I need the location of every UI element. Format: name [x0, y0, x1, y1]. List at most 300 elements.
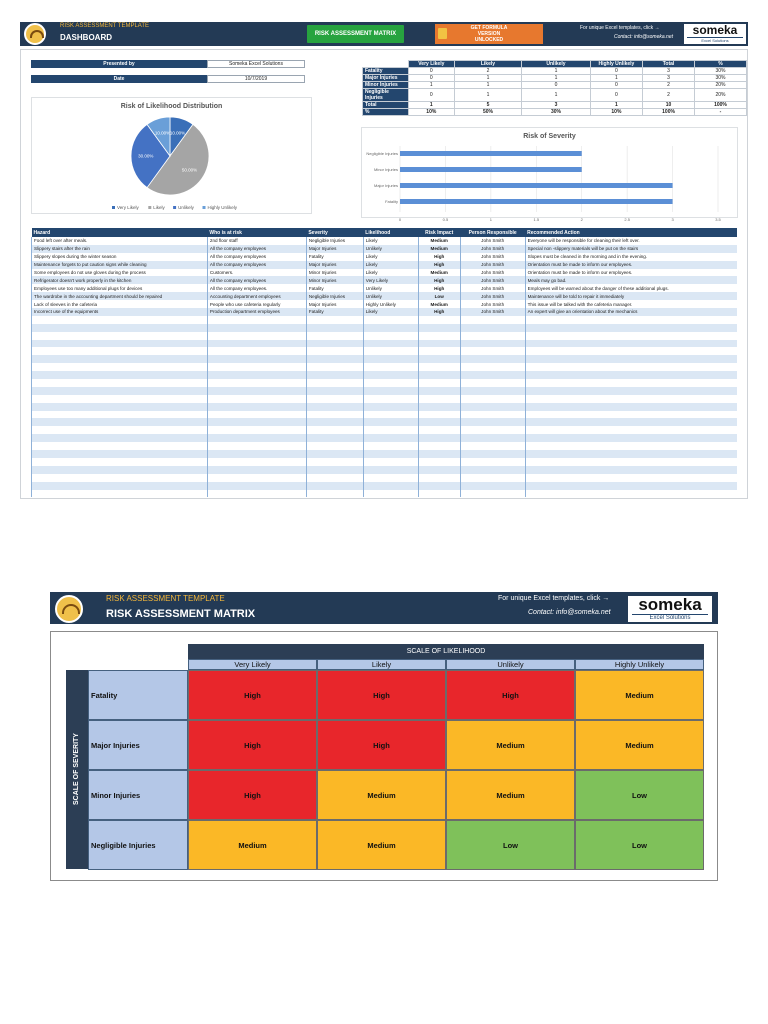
hazard-empty-cell[interactable] — [525, 363, 737, 371]
hazard-empty-cell[interactable] — [207, 395, 306, 403]
hazard-empty-cell[interactable] — [525, 474, 737, 482]
hazard-empty-cell[interactable] — [418, 426, 460, 434]
hazard-empty-row[interactable] — [32, 490, 738, 498]
hazard-cell[interactable]: Likely — [363, 253, 418, 261]
hazard-row[interactable] — [32, 261, 738, 269]
hazard-empty-row[interactable] — [32, 371, 738, 379]
hazard-empty-cell[interactable] — [207, 458, 306, 466]
hazard-row[interactable] — [32, 308, 738, 316]
hazard-cell[interactable]: Major Injuries — [306, 300, 363, 308]
hazard-empty-cell[interactable] — [363, 434, 418, 442]
hazard-empty-row[interactable] — [32, 418, 738, 426]
hazard-empty-row[interactable] — [32, 340, 738, 348]
hazard-cell[interactable]: Medium — [418, 300, 460, 308]
matrix-header — [50, 592, 718, 624]
hazard-row[interactable] — [32, 269, 738, 277]
hazard-empty-row[interactable] — [32, 482, 738, 490]
hazard-cell[interactable]: John Smith — [460, 276, 525, 284]
hazard-empty-cell[interactable] — [32, 490, 208, 498]
hazard-empty-cell[interactable] — [207, 340, 306, 348]
hazard-empty-cell[interactable] — [32, 371, 208, 379]
hazard-empty-cell[interactable] — [207, 426, 306, 434]
hazard-empty-cell[interactable] — [306, 458, 363, 466]
hazard-empty-cell[interactable] — [306, 387, 363, 395]
promo-link[interactable]: For unique Excel templates, click → — [580, 25, 660, 31]
hazard-empty-cell[interactable] — [418, 411, 460, 419]
hazard-empty-cell[interactable] — [207, 387, 306, 395]
hazard-cell[interactable]: The wardrobe in the accounting department should be repaired — [32, 292, 208, 300]
hazard-empty-cell[interactable] — [460, 458, 525, 466]
hazard-cell[interactable]: John Smith — [460, 284, 525, 292]
hazard-empty-cell[interactable] — [306, 442, 363, 450]
hazard-empty-cell[interactable] — [363, 340, 418, 348]
hazard-cell[interactable]: 2nd floor staff — [207, 237, 306, 245]
hazard-empty-cell[interactable] — [32, 474, 208, 482]
hazard-empty-cell[interactable] — [525, 371, 737, 379]
hazard-empty-cell[interactable] — [207, 490, 306, 498]
legend-swatch — [112, 206, 115, 209]
hazard-empty-cell[interactable] — [207, 324, 306, 332]
hazard-row[interactable] — [32, 237, 738, 245]
matrix-contact-link[interactable]: Contact: info@someka.net — [528, 609, 611, 616]
hazard-cell[interactable]: Negligible Injuries — [306, 237, 363, 245]
hazard-empty-cell[interactable] — [363, 379, 418, 387]
hazard-empty-cell[interactable] — [418, 474, 460, 482]
hazard-empty-cell[interactable] — [306, 316, 363, 324]
hazard-empty-cell[interactable] — [525, 411, 737, 419]
x-tick-label: 2 — [580, 217, 583, 222]
hazard-empty-cell[interactable] — [460, 482, 525, 490]
hazard-cell[interactable]: Fatality — [306, 284, 363, 292]
hazard-empty-cell[interactable] — [525, 379, 737, 387]
hazard-empty-row[interactable] — [32, 466, 738, 474]
hazard-empty-cell[interactable] — [363, 442, 418, 450]
hazard-empty-row[interactable] — [32, 347, 738, 355]
hazard-empty-cell[interactable] — [363, 490, 418, 498]
hazard-empty-cell[interactable] — [418, 450, 460, 458]
hazard-empty-row[interactable] — [32, 363, 738, 371]
hazard-empty-cell[interactable] — [460, 355, 525, 363]
hazard-empty-cell[interactable] — [418, 466, 460, 474]
hazard-empty-cell[interactable] — [460, 418, 525, 426]
hazard-empty-row[interactable] — [32, 316, 738, 324]
y-category-label: Fatality — [385, 199, 398, 204]
hazard-empty-cell[interactable] — [418, 387, 460, 395]
hazard-empty-cell[interactable] — [207, 316, 306, 324]
hazard-cell[interactable]: All the company employees — [207, 276, 306, 284]
hazard-cell[interactable]: John Smith — [460, 245, 525, 253]
hazard-cell[interactable]: Minor Injuries — [306, 276, 363, 284]
hazard-empty-cell[interactable] — [460, 347, 525, 355]
hazard-empty-cell[interactable] — [32, 363, 208, 371]
hazard-row[interactable] — [32, 253, 738, 261]
hazard-empty-cell[interactable] — [363, 458, 418, 466]
hazard-cell[interactable]: Production department employees — [207, 308, 306, 316]
hazard-empty-cell[interactable] — [525, 482, 737, 490]
hazard-cell[interactable]: Major Injuries — [306, 245, 363, 253]
hazard-cell[interactable]: Meals may go bad. — [525, 276, 737, 284]
hazard-cell[interactable]: Likely — [363, 261, 418, 269]
hazard-empty-cell[interactable] — [460, 403, 525, 411]
get-formula-version-button[interactable] — [435, 24, 543, 44]
pie-data-label: 10.00% — [169, 130, 186, 136]
hazard-empty-cell[interactable] — [363, 403, 418, 411]
hazard-cell[interactable]: Slippery stairs after the rain — [32, 245, 208, 253]
x-tick-label: 0 — [398, 217, 402, 222]
hazard-empty-cell[interactable] — [363, 324, 418, 332]
hazard-empty-cell[interactable] — [207, 434, 306, 442]
matrix-promo-link[interactable]: For unique Excel templates, click → — [498, 595, 610, 602]
hazard-empty-cell[interactable] — [363, 347, 418, 355]
hazard-empty-row[interactable] — [32, 474, 738, 482]
hazard-empty-cell[interactable] — [525, 466, 737, 474]
summary-cell: 100% — [643, 109, 695, 116]
hazard-empty-cell[interactable] — [32, 418, 208, 426]
hazard-empty-cell[interactable] — [460, 411, 525, 419]
hazard-empty-cell[interactable] — [207, 442, 306, 450]
hazard-cell[interactable]: Slippery slopes during the winter season — [32, 253, 208, 261]
hazard-empty-cell[interactable] — [525, 324, 737, 332]
hazard-empty-cell[interactable] — [363, 418, 418, 426]
hazard-empty-cell[interactable] — [460, 474, 525, 482]
summary-cell: 1 — [590, 75, 642, 82]
hazard-row[interactable] — [32, 300, 738, 308]
hazard-empty-cell[interactable] — [32, 426, 208, 434]
hazard-cell[interactable]: Medium — [418, 237, 460, 245]
hazard-row[interactable] — [32, 245, 738, 253]
hazard-empty-cell[interactable] — [306, 466, 363, 474]
hazard-cell[interactable]: John Smith — [460, 292, 525, 300]
hazard-empty-cell[interactable] — [207, 474, 306, 482]
hazard-cell[interactable]: Customers. — [207, 269, 306, 277]
hazard-empty-row[interactable] — [32, 426, 738, 434]
hazard-cell[interactable]: Likely — [363, 237, 418, 245]
hazard-empty-cell[interactable] — [306, 379, 363, 387]
hazard-row[interactable] — [32, 276, 738, 284]
hazard-cell[interactable]: Employees use too many additional plugs for devices — [32, 284, 208, 292]
hazard-empty-cell[interactable] — [306, 332, 363, 340]
hazard-empty-cell[interactable] — [418, 418, 460, 426]
hazard-empty-cell[interactable] — [460, 316, 525, 324]
hazard-cell[interactable]: Incorrect use of the equipments — [32, 308, 208, 316]
hazard-cell[interactable]: Accounting department employees — [207, 292, 306, 300]
hazard-empty-cell[interactable] — [306, 403, 363, 411]
hazard-empty-cell[interactable] — [32, 347, 208, 355]
hazard-empty-cell[interactable] — [32, 379, 208, 387]
hazard-empty-cell[interactable] — [460, 434, 525, 442]
hazard-empty-cell[interactable] — [418, 395, 460, 403]
hazard-empty-row[interactable] — [32, 411, 738, 419]
hazard-cell[interactable]: Major Injuries — [306, 261, 363, 269]
hazard-empty-cell[interactable] — [418, 316, 460, 324]
hazard-empty-cell[interactable] — [363, 466, 418, 474]
hazard-cell[interactable]: High — [418, 308, 460, 316]
hazard-cell[interactable]: Likely — [363, 308, 418, 316]
hazard-empty-cell[interactable] — [460, 490, 525, 498]
hazard-empty-cell[interactable] — [460, 371, 525, 379]
hazard-cell[interactable]: High — [418, 276, 460, 284]
hazard-empty-cell[interactable] — [207, 379, 306, 387]
hazard-empty-cell[interactable] — [207, 466, 306, 474]
hazard-cell[interactable]: Lack of sleeves in the cafeteria — [32, 300, 208, 308]
hazard-cell[interactable]: Everyone will be responsible for cleaning their left over. — [525, 237, 737, 245]
contact-link[interactable]: Contact: info@someka.net — [614, 34, 673, 40]
hazard-empty-cell[interactable] — [363, 363, 418, 371]
hazard-empty-cell[interactable] — [207, 403, 306, 411]
hazard-empty-cell[interactable] — [306, 490, 363, 498]
hazard-cell[interactable]: Employees will be warned about the danger of these additional plugs. — [525, 284, 737, 292]
hazard-empty-cell[interactable] — [460, 466, 525, 474]
hazard-empty-cell[interactable] — [32, 466, 208, 474]
hazard-empty-cell[interactable] — [32, 411, 208, 419]
legend-label: Unlikely — [178, 205, 194, 210]
hazard-empty-row[interactable] — [32, 355, 738, 363]
hazard-cell[interactable]: High — [418, 284, 460, 292]
summary-cell: 1 — [408, 102, 454, 109]
scale-of-severity-label: SCALE OF SEVERITY — [73, 733, 80, 806]
hazard-cell[interactable]: Minor Injuries — [306, 269, 363, 277]
hazard-empty-row[interactable] — [32, 332, 738, 340]
hazard-empty-row[interactable] — [32, 450, 738, 458]
hazard-cell[interactable]: John Smith — [460, 269, 525, 277]
hazard-empty-cell[interactable] — [207, 411, 306, 419]
hazard-empty-cell[interactable] — [32, 324, 208, 332]
hazard-cell[interactable]: All the company employees — [207, 245, 306, 253]
hazard-empty-cell[interactable] — [32, 395, 208, 403]
hazard-empty-cell[interactable] — [418, 403, 460, 411]
hazard-cell[interactable]: Fatality — [306, 308, 363, 316]
hazard-empty-cell[interactable] — [32, 340, 208, 348]
hazard-cell[interactable]: All the company employees. — [207, 284, 306, 292]
pie-data-label: 30.00% — [138, 153, 154, 159]
hazard-cell[interactable]: High — [418, 253, 460, 261]
hazard-empty-cell[interactable] — [32, 450, 208, 458]
hazard-empty-cell[interactable] — [363, 387, 418, 395]
hazard-empty-cell[interactable] — [418, 442, 460, 450]
hazard-empty-row[interactable] — [32, 379, 738, 387]
presented-by-value[interactable]: Someka Excel Solutions — [207, 60, 305, 68]
hazard-empty-cell[interactable] — [460, 387, 525, 395]
hazard-cell[interactable]: John Smith — [460, 300, 525, 308]
hazard-empty-cell[interactable] — [525, 347, 737, 355]
hazard-empty-cell[interactable] — [207, 482, 306, 490]
hazard-empty-cell[interactable] — [32, 482, 208, 490]
hazard-empty-cell[interactable] — [418, 379, 460, 387]
bar-chart-title: Risk of Severity — [523, 133, 576, 140]
hazard-empty-cell[interactable] — [418, 363, 460, 371]
hazard-cell[interactable]: Unlikely — [363, 284, 418, 292]
hazard-cell[interactable]: All the company employees — [207, 253, 306, 261]
hazard-empty-cell[interactable] — [32, 434, 208, 442]
hazard-empty-cell[interactable] — [418, 458, 460, 466]
hazard-empty-cell[interactable] — [306, 482, 363, 490]
hazard-empty-row[interactable] — [32, 442, 738, 450]
hazard-empty-cell[interactable] — [306, 411, 363, 419]
hazard-empty-cell[interactable] — [32, 403, 208, 411]
someka-logo[interactable] — [628, 596, 712, 622]
hazard-cell[interactable]: Unlikely — [363, 245, 418, 253]
hazard-cell[interactable]: All the company employees — [207, 261, 306, 269]
hazard-cell[interactable]: This issue will be talked with the cafeteria manager. — [525, 300, 737, 308]
hazard-empty-cell[interactable] — [306, 395, 363, 403]
hazard-empty-cell[interactable] — [306, 418, 363, 426]
hazard-empty-cell[interactable] — [525, 332, 737, 340]
summary-cell: 2 — [643, 89, 695, 102]
hazard-cell[interactable]: John Smith — [460, 253, 525, 261]
hazard-empty-cell[interactable] — [363, 411, 418, 419]
hazard-cell[interactable]: Medium — [418, 269, 460, 277]
hazard-empty-cell[interactable] — [460, 340, 525, 348]
hazard-empty-cell[interactable] — [363, 450, 418, 458]
hazard-empty-cell[interactable] — [32, 355, 208, 363]
hazard-empty-row[interactable] — [32, 403, 738, 411]
hazard-cell[interactable]: John Smith — [460, 237, 525, 245]
hazard-empty-cell[interactable] — [32, 387, 208, 395]
hazard-empty-cell[interactable] — [525, 434, 737, 442]
hazard-empty-cell[interactable] — [418, 324, 460, 332]
hazard-empty-cell[interactable] — [418, 340, 460, 348]
hazard-empty-cell[interactable] — [207, 332, 306, 340]
hazard-empty-cell[interactable] — [207, 371, 306, 379]
severity-bar — [400, 199, 673, 204]
hazard-row[interactable] — [32, 292, 738, 300]
hazard-empty-cell[interactable] — [363, 426, 418, 434]
hazard-empty-cell[interactable] — [460, 363, 525, 371]
hazard-empty-cell[interactable] — [363, 332, 418, 340]
hazard-cell[interactable]: Very Likely — [363, 276, 418, 284]
hazard-cell[interactable]: John Smith — [460, 261, 525, 269]
hazard-empty-cell[interactable] — [207, 418, 306, 426]
hazard-empty-cell[interactable] — [418, 482, 460, 490]
risk-matrix-button[interactable]: RISK ASSESSMENT MATRIX — [307, 25, 404, 43]
hazard-empty-cell[interactable] — [306, 347, 363, 355]
hazard-cell[interactable]: Slopes must be cleaned in the morning and in the evening. — [525, 253, 737, 261]
summary-cell: 20% — [695, 82, 747, 89]
hazard-empty-cell[interactable] — [207, 347, 306, 355]
hazard-cell[interactable]: Special non -slippery materials will be put on the stairs — [525, 245, 737, 253]
severity-bar-chart — [361, 127, 738, 222]
summary-cell: 2 — [643, 82, 695, 89]
hazard-empty-cell[interactable] — [32, 316, 208, 324]
risk-matrix-cell: Medium — [446, 770, 575, 820]
hazard-empty-cell[interactable] — [418, 332, 460, 340]
hazard-empty-cell[interactable] — [418, 355, 460, 363]
hazard-empty-cell[interactable] — [363, 395, 418, 403]
hazard-cell[interactable]: An expert will give an orientation about the mechanics — [525, 308, 737, 316]
hazard-empty-cell[interactable] — [306, 474, 363, 482]
hazard-empty-cell[interactable] — [363, 474, 418, 482]
hazard-empty-cell[interactable] — [525, 340, 737, 348]
hazard-cell[interactable]: Orientation must be made to inform our employees. — [525, 269, 737, 277]
hazard-empty-cell[interactable] — [460, 332, 525, 340]
hazard-empty-cell[interactable] — [363, 482, 418, 490]
hazard-empty-cell[interactable] — [418, 371, 460, 379]
hazard-cell[interactable]: Unlikely — [363, 292, 418, 300]
hazard-empty-cell[interactable] — [306, 371, 363, 379]
hazard-empty-cell[interactable] — [32, 332, 208, 340]
hazard-cell[interactable]: Fatality — [306, 253, 363, 261]
hazard-empty-cell[interactable] — [525, 355, 737, 363]
hazard-empty-row[interactable] — [32, 458, 738, 466]
hazard-cell[interactable]: Refrigerator doesn't work properly in the kitchen — [32, 276, 208, 284]
hazard-empty-cell[interactable] — [525, 418, 737, 426]
hazard-empty-row[interactable] — [32, 324, 738, 332]
hazard-empty-cell[interactable] — [306, 324, 363, 332]
hazard-empty-cell[interactable] — [306, 426, 363, 434]
hazard-empty-cell[interactable] — [207, 355, 306, 363]
hazard-cell[interactable]: Negligible Injuries — [306, 292, 363, 300]
hazard-empty-cell[interactable] — [363, 355, 418, 363]
someka-logo[interactable] — [684, 24, 746, 44]
hazard-cell[interactable]: Food left over after meals. — [32, 237, 208, 245]
hazard-empty-cell[interactable] — [363, 371, 418, 379]
brand-name: someka — [638, 595, 702, 614]
date-value[interactable]: 10/7/2019 — [207, 75, 305, 83]
hazard-cell[interactable]: John Smith — [460, 308, 525, 316]
hazard-empty-cell[interactable] — [460, 426, 525, 434]
hazard-row[interactable] — [32, 284, 738, 292]
hazard-empty-cell[interactable] — [525, 490, 737, 498]
hazard-cell[interactable]: People who use cafeteria regularly — [207, 300, 306, 308]
hazard-empty-cell[interactable] — [525, 458, 737, 466]
hazard-empty-cell[interactable] — [460, 379, 525, 387]
hazard-empty-cell[interactable] — [525, 395, 737, 403]
hazard-empty-cell[interactable] — [525, 387, 737, 395]
hazard-empty-cell[interactable] — [460, 395, 525, 403]
hazard-empty-cell[interactable] — [207, 363, 306, 371]
hazard-empty-cell[interactable] — [306, 363, 363, 371]
hazard-empty-cell[interactable] — [525, 403, 737, 411]
hazard-cell[interactable]: Maintenance will be told to repair it immediately — [525, 292, 737, 300]
hazard-header-cell: Who is at risk — [207, 228, 306, 237]
hazard-empty-cell[interactable] — [306, 434, 363, 442]
hazard-empty-cell[interactable] — [306, 450, 363, 458]
hazard-cell[interactable]: Likely — [363, 269, 418, 277]
hazard-cell[interactable]: Maintenance forgets to put caution signs while cleaning — [32, 261, 208, 269]
hazard-empty-row[interactable] — [32, 387, 738, 395]
hazard-cell[interactable]: Low — [418, 292, 460, 300]
hazard-empty-cell[interactable] — [32, 458, 208, 466]
hazard-empty-cell[interactable] — [525, 450, 737, 458]
hazard-empty-cell[interactable] — [460, 450, 525, 458]
hazard-cell[interactable]: High — [418, 261, 460, 269]
hazard-empty-row[interactable] — [32, 395, 738, 403]
hazard-empty-cell[interactable] — [363, 316, 418, 324]
hazard-cell[interactable]: Some employees do not use gloves during the process — [32, 269, 208, 277]
hazard-empty-cell[interactable] — [418, 434, 460, 442]
hazard-empty-cell[interactable] — [306, 340, 363, 348]
hazard-empty-cell[interactable] — [525, 316, 737, 324]
hazard-cell[interactable]: Medium — [418, 245, 460, 253]
brand-subtitle: Excel Solutions — [687, 37, 743, 43]
hazard-empty-cell[interactable] — [460, 442, 525, 450]
hazard-empty-cell[interactable] — [460, 324, 525, 332]
hazard-empty-cell[interactable] — [418, 347, 460, 355]
hazard-empty-cell[interactable] — [525, 442, 737, 450]
hazard-empty-row[interactable] — [32, 434, 738, 442]
lock-icon — [438, 28, 447, 39]
hazard-cell[interactable]: Highly Unlikely — [363, 300, 418, 308]
hazard-empty-cell[interactable] — [32, 442, 208, 450]
hazard-cell[interactable]: Orientation must be made to inform our employees. — [525, 261, 737, 269]
hazard-empty-cell[interactable] — [306, 355, 363, 363]
hazard-empty-cell[interactable] — [207, 450, 306, 458]
risk-matrix — [50, 631, 718, 881]
legend-swatch — [203, 206, 206, 209]
hazard-empty-cell[interactable] — [525, 426, 737, 434]
severity-row-header: Negligible Injuries — [88, 820, 188, 870]
hazard-empty-cell[interactable] — [418, 490, 460, 498]
